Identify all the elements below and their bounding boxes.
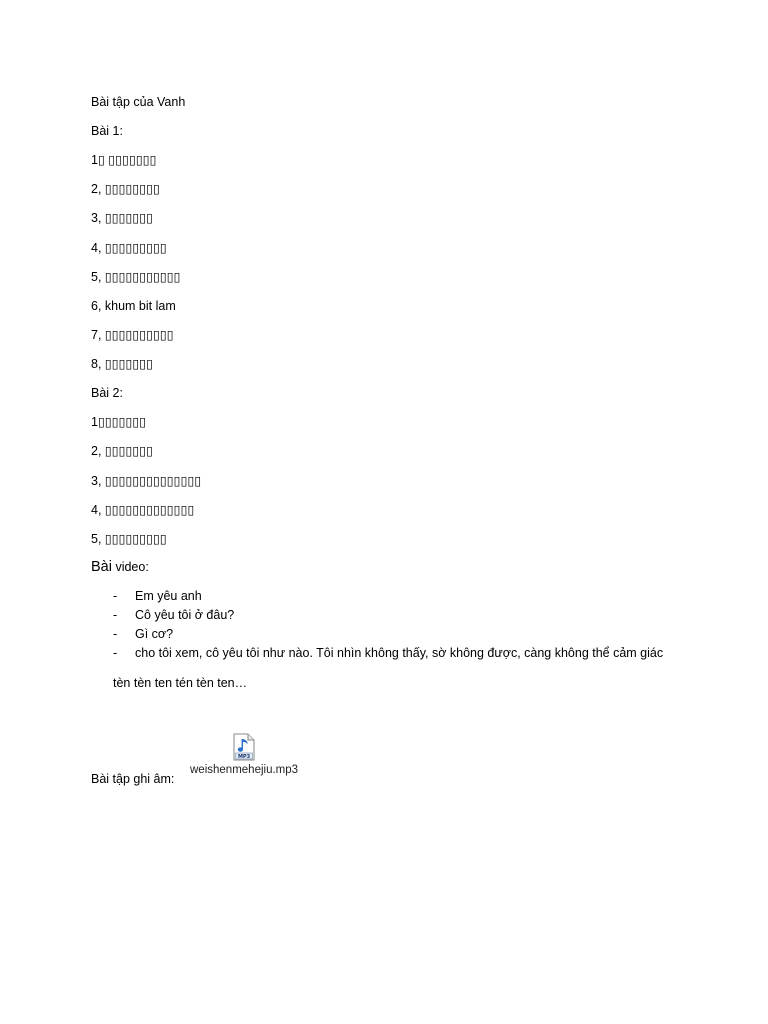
section-1-item-7: 7, ▯▯▯▯▯▯▯▯▯▯ (91, 328, 174, 342)
video-line-text: Gì cơ? (135, 627, 174, 641)
bullet-dash: - (113, 589, 118, 603)
section-1-item-5: 5, ▯▯▯▯▯▯▯▯▯▯▯ (91, 270, 181, 284)
section-1-item-8: 8, ▯▯▯▯▯▯▯ (91, 357, 154, 371)
video-heading-word: Bài (91, 559, 112, 575)
list-item (113, 588, 663, 607)
list-item (113, 607, 663, 626)
bullet-dash: - (113, 627, 118, 641)
section-2-item-2: 2, ▯▯▯▯▯▯▯ (91, 444, 154, 458)
section-1-item-3: 3, ▯▯▯▯▯▯▯ (91, 211, 154, 225)
section-2-item-1: 1▯▯▯▯▯▯▯ (91, 415, 147, 429)
section-1-item-4: 4, ▯▯▯▯▯▯▯▯▯ (91, 241, 167, 255)
mp3-badge-text: MP3 (237, 754, 251, 760)
section-2-item-5: 5, ▯▯▯▯▯▯▯▯▯ (91, 532, 167, 546)
section-1-item-2: 2, ▯▯▯▯▯▯▯▯ (91, 182, 160, 196)
recording-label: Bài tập ghi âm: (91, 772, 175, 786)
section-2-heading: Bài 2: (91, 386, 123, 400)
list-item (113, 645, 663, 664)
mp3-attachment[interactable] (190, 733, 310, 781)
video-heading-rest: video: (111, 560, 149, 574)
section-2-item-3: 3, ▯▯▯▯▯▯▯▯▯▯▯▯▯▯ (91, 474, 202, 488)
mp3-file-icon (233, 733, 255, 761)
bullet-dash: - (113, 608, 118, 622)
video-dialogue-list (113, 588, 663, 664)
video-line-text: cho tôi xem, cô yêu tôi như nào. Tôi nhìn không thấy, sờ không được, càng không thể cảm giác (135, 646, 664, 660)
video-line-text: Em yêu anh (135, 589, 202, 603)
section-1-item-6: 6, khum bit lam (91, 299, 176, 313)
bullet-dash: - (113, 646, 118, 660)
list-item (113, 626, 663, 645)
video-section-heading (91, 559, 149, 575)
document-title: Bài tập của Vanh (91, 95, 186, 109)
video-line-text: Cô yêu tôi ở đâu? (135, 608, 235, 622)
section-2-item-4: 4, ▯▯▯▯▯▯▯▯▯▯▯▯▯ (91, 503, 195, 517)
section-1-heading: Bài 1: (91, 124, 123, 138)
video-line-continuation: tèn tèn ten tén tèn ten… (113, 676, 248, 690)
attachment-filename[interactable]: weishenmehejiu.mp3 (190, 764, 299, 776)
section-1-item-1: 1▯ ▯▯▯▯▯▯▯ (91, 153, 157, 167)
